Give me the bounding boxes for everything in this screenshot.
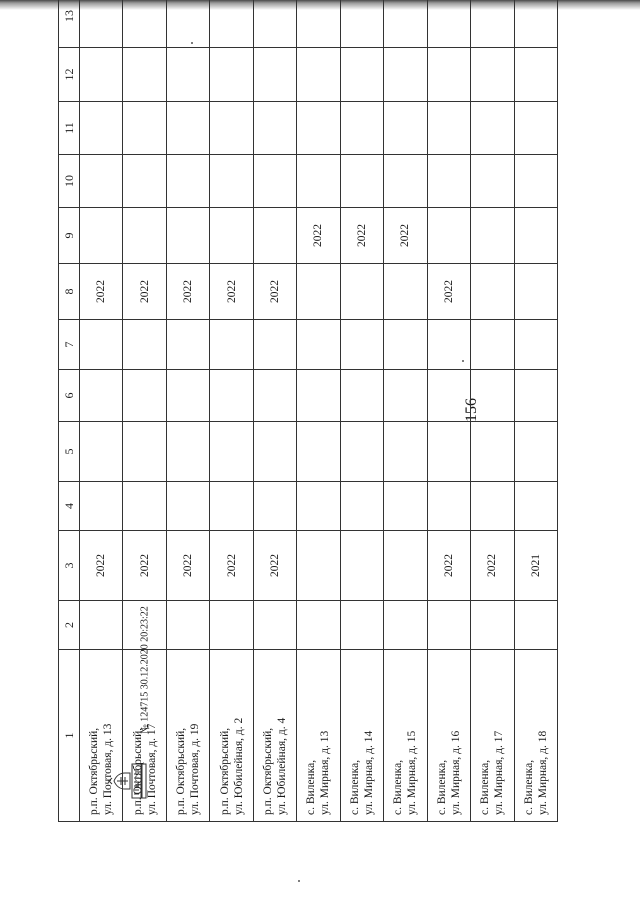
address-cell: р.п. Октябрьский, ул. Юбилейная, д. 4 (253, 650, 296, 822)
table-row (427, 0, 470, 822)
table-row (166, 0, 209, 822)
column-header: 11 (59, 102, 80, 155)
address-cell: р.п. Октябрьский, ул. Почтовая, д. 13 (80, 650, 123, 822)
year-cell: 2022 (123, 264, 166, 320)
column-header: 7 (59, 320, 80, 370)
year-cell: 2022 (210, 531, 253, 601)
government-emblem-stamp-icon (106, 760, 148, 802)
year-cell: 2022 (340, 208, 383, 264)
year-cell: 2022 (253, 264, 296, 320)
year-cell: 2022 (384, 208, 427, 264)
year-cell (471, 264, 514, 320)
table-row (514, 0, 557, 822)
page-number: 156 (463, 398, 480, 422)
address-cell: с. Виленка, ул. Мирная, д. 16 (427, 650, 470, 822)
table-container (58, 10, 558, 822)
table-row (297, 0, 340, 822)
column-header: 3 (59, 531, 80, 601)
year-cell (427, 208, 470, 264)
year-cell: 2022 (253, 531, 296, 601)
year-cell (253, 208, 296, 264)
table-row (80, 0, 123, 822)
table-row (384, 0, 427, 822)
column-header: 12 (59, 48, 80, 102)
address-cell: с. Виленка, ул. Мирная, д. 18 (514, 650, 557, 822)
year-cell (384, 264, 427, 320)
year-cell (514, 208, 557, 264)
address-cell: р.п. Октябрьский, ул. Юбилейная, д. 2 (210, 650, 253, 822)
year-cell (297, 264, 340, 320)
address-cell: с. Виленка, ул. Мирная, д. 17 (471, 650, 514, 822)
column-header: 9 (59, 208, 80, 264)
year-cell (123, 208, 166, 264)
column-header: 8 (59, 264, 80, 320)
address-cell: с. Виленка, ул. Мирная, д. 15 (384, 650, 427, 822)
table-row (471, 0, 514, 822)
address-cell: с. Виленка, ул. Мирная, д. 13 (297, 650, 340, 822)
scan-speck (298, 880, 300, 882)
column-header: 13 (59, 0, 80, 48)
column-header: 2 (59, 601, 80, 650)
year-cell: 2022 (427, 531, 470, 601)
document-reference: № 124715 30.12.2020 20:23:22 (139, 606, 151, 734)
year-cell (166, 208, 209, 264)
table-row (210, 0, 253, 822)
year-cell: 2022 (297, 208, 340, 264)
address-cell: с. Виленка, ул. Мирная, д. 14 (340, 650, 383, 822)
column-header: 10 (59, 155, 80, 208)
table-row (253, 0, 296, 822)
year-cell (340, 531, 383, 601)
year-cell: 2022 (210, 264, 253, 320)
year-cell: 2022 (166, 264, 209, 320)
year-cell: 2022 (123, 531, 166, 601)
year-cell: 2022 (427, 264, 470, 320)
header-row (59, 0, 80, 822)
year-cell (210, 208, 253, 264)
year-cell: 2022 (80, 531, 123, 601)
year-cell (340, 264, 383, 320)
year-cell (80, 208, 123, 264)
year-cell (471, 208, 514, 264)
table-row (340, 0, 383, 822)
column-header: 1 (59, 650, 80, 822)
year-cell: 2022 (80, 264, 123, 320)
year-cell: 2021 (514, 531, 557, 601)
column-header: 4 (59, 482, 80, 531)
year-cell: 2022 (166, 531, 209, 601)
column-header: 5 (59, 422, 80, 482)
address-cell: р.п. Октябрьский, ул. Почтовая, д. 19 (166, 650, 209, 822)
column-header: 6 (59, 370, 80, 422)
register-table (58, 0, 558, 822)
address-cell: р.п. Октябрьский, ул. Почтовая, д. 17 (123, 650, 166, 822)
year-cell (384, 531, 427, 601)
year-cell (514, 264, 557, 320)
year-cell (297, 531, 340, 601)
year-cell: 2022 (471, 531, 514, 601)
